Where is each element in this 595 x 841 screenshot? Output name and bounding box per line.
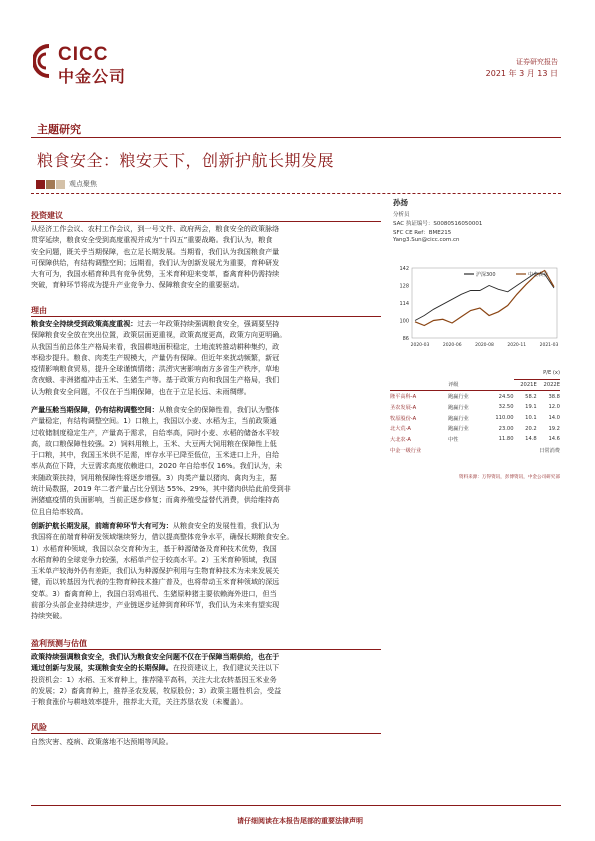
table-cell: 14.6 <box>548 436 560 443</box>
reasons-p2-text: 高，故口粮保障性较强。2）饲料用粮上，玉米、大豆两大饲用粮在保障性上低 <box>31 438 277 448</box>
x-tick-label: 2020-08 <box>475 343 494 348</box>
table-cell: 中性 <box>448 436 459 443</box>
reasons-p3-text: 键，而以转基因为代表的生物育种技术推广普及，也将带动玉米育种领域的深远 <box>31 577 280 587</box>
table-cell <box>490 368 513 379</box>
reasons-p1-line <box>31 341 381 352</box>
table-cell <box>448 368 490 379</box>
x-tick-label: 2021-03 <box>539 343 559 348</box>
risk-text: 自然灾害、疫病、政策落地不达预期等风险。 <box>31 737 173 746</box>
y-tick-label: 114 <box>399 301 409 307</box>
reasons-p3-line <box>31 520 381 531</box>
legend-label: 沪深300 <box>476 272 496 278</box>
reasons-p1-line <box>31 329 381 340</box>
table-cell: 2022E <box>537 379 560 391</box>
reasons-p2-line <box>31 427 381 438</box>
section-rule-reasons <box>31 316 381 317</box>
reasons-p3-text: 玉米单产较海外仍有差距，我们认为种源保护利用与生物育种技术为未来发展关 <box>31 566 280 576</box>
reasons-p1-text: 认为粮食安全问题，不仅在于当期保障，也在于立足长远、未雨绸缪。 <box>31 386 251 396</box>
y-tick-label: 128 <box>399 283 409 290</box>
section-title-risk: 风险 <box>31 723 47 732</box>
table-cell: 日常消费 <box>539 447 560 454</box>
y-tick-label: 100 <box>399 318 409 325</box>
reasons-p1-text: 疫情影响粮食贸易，提升全球谨慎情绪；洪涝灾害影响南方多省生产秩序，草地 <box>31 364 280 374</box>
legal-disclaimer: 请仔细阅读在本报告尾部的重要法律声明 <box>237 817 363 825</box>
table-cell: 中金一级行业 <box>390 447 422 454</box>
reasons-p3-line <box>31 543 381 554</box>
table-row <box>390 391 560 402</box>
forecast-line <box>31 662 381 673</box>
report-type: 证券研究报告 <box>516 58 558 66</box>
footer-rule <box>31 805 561 806</box>
x-tick-label: 2020-03 <box>410 343 430 348</box>
reasons-p2-text: 产量稳定，有结构调整空间。1）口粮上，我国以小麦、水稻为主，当前政策通 <box>31 416 277 426</box>
reasons-p3-line <box>31 610 381 621</box>
table-row <box>390 423 560 434</box>
view-swatch-3 <box>56 180 65 189</box>
reasons-p2-text: 从粮食安全的保障性看，我们认为整体 <box>158 405 280 414</box>
table-source: 资料来源：万得资讯，彭博资讯，中金公司研究部 <box>458 475 560 480</box>
y-tick-label: 86 <box>402 336 409 342</box>
forecast-lead: 政策持续强调粮食安全，我们认为粮食安全问题不仅在于保障当期供给，也在于 <box>31 652 280 661</box>
table-cell: 11.80 <box>498 436 514 443</box>
forecast-text: 投资机会：1）水稻、玉米育种上，推荐隆平高科，关注大北农转基因玉米业务 <box>31 674 277 684</box>
table-cell: 牧原股份-A <box>390 415 417 422</box>
forecast-paragraph <box>31 651 381 707</box>
analyst-sac: SAC 执证编号：S0080516050001 <box>393 221 483 227</box>
table-cell <box>514 368 537 379</box>
table-cell: 跑赢行业 <box>448 394 469 401</box>
reasons-p3-line <box>31 588 381 599</box>
table-cell: 北大荒-A <box>390 426 411 433</box>
reasons-p3-line <box>31 565 381 576</box>
section-rule-risk <box>31 733 381 734</box>
table-cell: 2021E <box>514 379 537 391</box>
reasons-p3-line <box>31 576 381 587</box>
reasons-p3-line <box>31 554 381 565</box>
reasons-p1-line <box>31 318 381 329</box>
reasons-p1-line <box>31 386 381 397</box>
reasons-p2-text: 洲猪瘟疫情的负面影响，当前正逐步修复；而禽养殖受益替代消费，供给维持高 <box>31 495 280 505</box>
reasons-p1-lead: 粮食安全持续受到政策高度重视： <box>31 319 138 328</box>
forecast-text: 于粮食涨价与耕地效率提升，推荐北大荒，关注苏垦农发（未覆盖）。 <box>31 697 248 707</box>
table-cell: 38.8 <box>548 393 560 400</box>
series-line <box>415 271 554 326</box>
reasons-p2-line <box>31 449 381 460</box>
page-title: 粮食安全：粮安天下，创新护航长期发展 <box>37 151 335 170</box>
table-cell: 隆平高科-A <box>390 394 417 401</box>
section-title-investment: 投资建议 <box>31 211 63 220</box>
table-cell: 跑赢行业 <box>448 404 469 411</box>
reasons-p3-lead: 创新护航长期发展，前端育种环节大有可为： <box>31 521 173 530</box>
forecast-lead: 通过创新与发展，实现粮食安全的长期保障。 <box>31 663 173 673</box>
reasons-p1-line <box>31 352 381 363</box>
table-cell: 10.1 <box>525 415 537 422</box>
section-title-reasons: 理由 <box>31 306 47 315</box>
reasons-paragraph-1 <box>31 318 381 397</box>
forecast-text: 在投资建议上，我们建议关注以下 <box>172 663 280 673</box>
reasons-p3-text: 前部分头部企业持续进步，产业链逐步延伸到育种环节，我们认为未来有望实现 <box>31 600 280 610</box>
reasons-p1-text: 保障粮食安全放在突出位置，政策层面更重视，政策高度更高，政策方向更明确。 <box>31 330 287 340</box>
investment-line: 可保障供给，有结构调整空间；远期看，我们认为创新发展尤为重要，育种研发 <box>31 257 280 267</box>
reasons-p1-line <box>31 363 381 374</box>
x-tick-label: 2020-11 <box>507 343 527 348</box>
table-cell: 24.50 <box>498 393 514 400</box>
table-cell: 32.50 <box>498 404 514 411</box>
reasons-p2-line <box>31 483 381 494</box>
reasons-p2-line <box>31 415 381 426</box>
reasons-p3-text: 我国将在前端育种研发领域继续努力，借以提高整体竞争水平，确保长期粮食安全。 <box>31 532 294 542</box>
investment-line: 安全问题，既关乎当期保障，也立足长期发展。当期看，我们认为我国粮食产量 <box>31 246 280 256</box>
investment-paragraph <box>31 223 381 291</box>
reasons-p2-line <box>31 506 381 517</box>
table-cell <box>490 379 513 391</box>
view-swatch-2 <box>46 180 55 189</box>
table-subheader-row <box>390 368 560 379</box>
topic-heading: 主题研究 <box>37 123 81 136</box>
investment-line: 突破，育种环节将成为提升产业竞争力、保障粮食安全的重要驱动。 <box>31 280 244 290</box>
table-cell <box>390 379 448 391</box>
reasons-p2-line <box>31 460 381 471</box>
reasons-p1-text: 率稳步提升。粮食、肉类生产规模大，产量仍有保障。但近年来扰动频繁，新冠 <box>31 352 280 362</box>
reasons-p2-text: 来随政策扶持，饲用粮保障性将逐步增强。3）肉类产量以猪肉、禽肉为主，据 <box>31 472 277 482</box>
section-title-forecast: 盈利预测与估值 <box>31 639 87 648</box>
table-cell <box>514 445 537 456</box>
reasons-p1-text: 从我国当前总体生产格局来看，我国耕地面积稳定，土地流转推动耕种集约，政 <box>31 341 280 351</box>
reasons-paragraph-3 <box>31 520 381 622</box>
analyst-name: 孙扬 <box>393 198 408 207</box>
reasons-p2-text: 位且自给率较高。 <box>31 506 88 516</box>
forecast-line <box>31 685 381 696</box>
table-cell: 14.8 <box>525 436 537 443</box>
table-header-row <box>390 379 560 391</box>
table-cell: 19.2 <box>548 425 560 432</box>
table-row <box>390 413 560 424</box>
analyst-role: 分析员 <box>393 212 410 218</box>
forecast-line <box>31 674 381 685</box>
table-cell: 19.1 <box>525 404 537 411</box>
table-cell: 跑赢行业 <box>448 426 469 433</box>
reasons-p3-text: 1）水稻育种领域，我国以杂交育种为主，基于种源储备及育种技术优势，我国 <box>31 543 277 553</box>
view-swatch-1 <box>36 180 45 189</box>
stock-table <box>390 368 560 456</box>
logo-text-en: CICC <box>58 44 109 65</box>
reasons-paragraph-2 <box>31 404 381 517</box>
view-divider <box>31 193 561 194</box>
table-cell: 110.00 <box>495 415 514 422</box>
x-tick-label: 2020-06 <box>442 343 462 348</box>
view-label: 观点聚焦 <box>69 180 97 188</box>
forecast-line <box>31 651 381 662</box>
reasons-p2-line <box>31 472 381 483</box>
table-cell: P/E (x) <box>537 368 560 379</box>
table-cell <box>448 445 490 456</box>
logo-text-cn: 中金公司 <box>58 67 127 86</box>
reasons-p3-text: 从粮食安全的发展性看，我们认为 <box>172 521 280 530</box>
series-line <box>415 273 554 321</box>
reasons-p1-text: 贪夜蛾、非洲猪瘟冲击玉米、生猪生产等。基于政策方向和我国生产格局，我们 <box>31 375 280 385</box>
reasons-p3-line <box>31 531 381 542</box>
section-rule-forecast <box>31 649 381 650</box>
reasons-p2-text: 于口粮，其中，我国玉米供不足需，库存水平已降至低位，玉米进口上升，自给 <box>31 450 280 460</box>
table-cell <box>490 445 513 456</box>
reasons-p2-line <box>31 494 381 505</box>
reasons-p3-text: 水稻育种的全球竞争力较强，水稻单产位于较高水平。2）玉米育种领域，我国 <box>31 554 277 564</box>
reasons-p2-text: 统计局数据，2019 年二者产量占比分别达 55%、29%，其中猪肉供给此前受到非 <box>31 484 291 494</box>
forecast-text: 的发展；2）畜禽育种上，推荐圣农发展，牧原股份；3）政策主题性机会，受益 <box>31 685 282 695</box>
cicc-logo-mark <box>33 44 51 78</box>
y-tick-label: 142 <box>399 266 409 272</box>
reasons-p3-line <box>31 599 381 610</box>
reasons-p3-text: 持续突破。 <box>31 611 67 621</box>
table-cell: 12.0 <box>548 404 560 411</box>
chart-frame <box>412 268 557 338</box>
table-cell: 大北农-A <box>390 436 411 443</box>
reasons-p2-line <box>31 438 381 449</box>
reasons-p2-line <box>31 404 381 415</box>
legend-label: 中金农业 <box>528 272 549 278</box>
investment-line: 从经济工作会议、农村工作会议，到一号文件、政府两会，粮食安全的政策脉络 <box>31 224 280 233</box>
table-row <box>390 445 560 456</box>
table-cell: 58.2 <box>525 393 537 400</box>
analyst-email[interactable]: Yang3.Sun@cicc.com.cn <box>393 237 460 243</box>
table-row <box>390 402 560 413</box>
reasons-p2-lead: 产量压舱当期保障，仍有结构调整空间： <box>31 405 159 414</box>
table-cell: 圣农发展-A <box>390 404 417 411</box>
section-rule-investment <box>31 221 381 222</box>
analyst-sfc: SFC CE Ref：BME215 <box>393 230 452 236</box>
investment-line: 大有可为，我国水稻育种具有竞争优势，玉米育种迎来变革，畜禽育种仍需持续 <box>31 269 280 279</box>
reasons-p2-text: 率从高位下降，大豆需求高度依赖进口，2020 年自给率仅 16%。我们认为，未 <box>31 461 283 471</box>
reasons-p3-text: 变革。3）畜禽育种上，我国白羽鸡祖代、生猪原种猪主要依赖海外进口，但当 <box>31 588 277 598</box>
table-cell: 14.0 <box>548 415 560 422</box>
forecast-line <box>31 696 381 707</box>
reasons-p1-line <box>31 374 381 385</box>
investment-line: 贯穿延续，粮食安全受到高度重视并成为“十四五”重要战略。我们认为，粮食 <box>31 235 273 245</box>
topic-rule <box>31 137 561 138</box>
table-cell: 23.00 <box>498 425 514 432</box>
table-cell: 评级 <box>448 379 490 391</box>
reasons-p2-text: 过收储制度稳定生产，产量高于需求，自给率高，同时小麦、水稻的储备水平较 <box>31 427 280 437</box>
table-cell <box>390 368 448 379</box>
table-cell: 20.2 <box>525 425 537 432</box>
table-cell: 跑赢行业 <box>448 415 469 422</box>
reasons-p1-text: 过去一年政策持续强调粮食安全，强调要坚持 <box>137 319 280 328</box>
report-date: 2021 年 3 月 13 日 <box>485 69 558 78</box>
table-row <box>390 434 560 445</box>
performance-chart <box>390 262 562 352</box>
